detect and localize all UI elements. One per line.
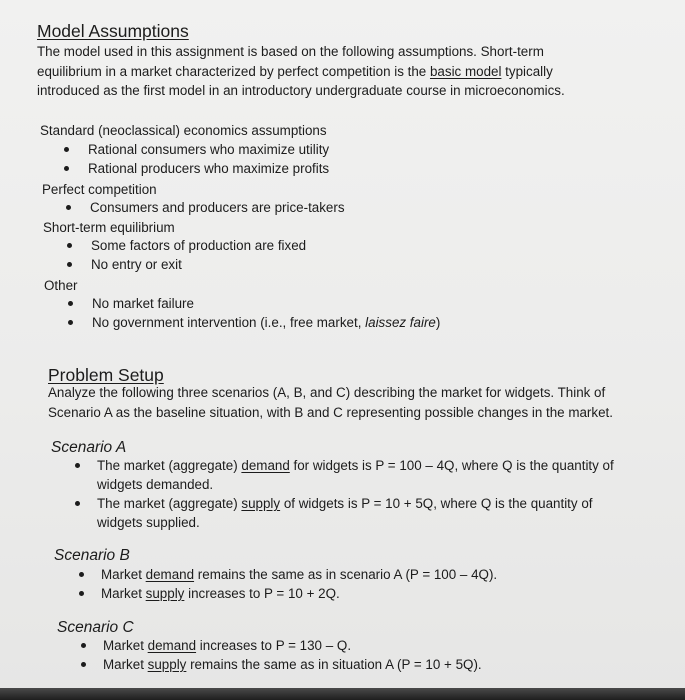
model-assumptions-intro <box>37 42 657 101</box>
list-item: Market demand increases to P = 130 – Q. <box>81 636 651 655</box>
category-short-term-list <box>67 236 306 274</box>
intro-line-3: introduced as the first model in an introductory undergraduate course in microeconomics. <box>37 83 565 98</box>
bullet-icon <box>68 301 73 306</box>
list-item: Market demand remains the same as in scenario A (P = 100 – 4Q). <box>79 565 649 584</box>
bullet-icon <box>79 572 84 577</box>
bottom-bezel <box>0 688 685 700</box>
category-standard-list <box>64 140 329 178</box>
basic-model-link-text: basic model <box>429 63 502 79</box>
list-item: Rational producers who maximize profits <box>64 159 329 178</box>
list-item: Some factors of production are fixed <box>67 236 306 255</box>
list-item: No entry or exit <box>67 255 306 274</box>
bullet-icon <box>64 147 69 152</box>
scenario-b-list <box>79 565 649 603</box>
intro-line-1: The model used in this assignment is based on the following assumptions. Short-term <box>37 44 544 59</box>
bullet-icon <box>66 205 71 210</box>
list-item: Rational consumers who maximize utility <box>64 140 329 159</box>
category-perfect-competition-list <box>66 198 345 217</box>
scenario-a-list <box>75 456 650 532</box>
list-item: Market supply increases to P = 10 + 2Q. <box>79 584 649 603</box>
problem-setup-title: Problem Setup <box>48 365 164 385</box>
category-short-term-label: Short-term equilibrium <box>43 220 175 235</box>
scenario-b-title: Scenario B <box>54 547 130 564</box>
list-item: Market supply remains the same as in situation A (P = 10 + 5Q). <box>81 655 651 674</box>
list-item: The market (aggregate) supply of widgets is P = 10 + 5Q, where Q is the quantity of widgets supplied. <box>75 494 650 532</box>
bullet-icon <box>67 243 72 248</box>
bullet-icon <box>81 662 86 667</box>
scenario-c-title: Scenario C <box>57 619 134 636</box>
bullet-icon <box>67 262 72 267</box>
category-perfect-competition-label: Perfect competition <box>42 182 157 197</box>
bullet-icon <box>75 463 80 468</box>
list-item: Consumers and producers are price-takers <box>66 198 345 217</box>
category-standard-label: Standard (neoclassical) economics assumptions <box>40 123 327 138</box>
list-item: The market (aggregate) demand for widgets is P = 100 – 4Q, where Q is the quantity of widgets demanded. <box>75 456 650 494</box>
setup-line-1: Analyze the following three scenarios (A, B, and C) describing the market for widgets. Think of <box>48 385 606 400</box>
bullet-icon <box>64 166 69 171</box>
bullet-icon <box>68 320 73 325</box>
problem-setup-intro <box>48 383 668 422</box>
list-item: No government intervention (i.e., free market, laissez faire) <box>68 313 440 332</box>
bullet-icon <box>79 591 84 596</box>
bullet-icon <box>75 501 80 506</box>
intro-line-2: equilibrium in a market characterized by perfect competition is the basic model typically <box>37 63 553 79</box>
model-assumptions-title: Model Assumptions <box>37 21 189 41</box>
category-other-list <box>68 294 440 332</box>
category-other-label: Other <box>44 278 78 293</box>
scenario-a-title: Scenario A <box>51 439 127 456</box>
bullet-icon <box>81 643 86 648</box>
setup-line-2: Scenario A as the baseline situation, with B and C representing possible changes in the market. <box>48 404 613 420</box>
scenario-c-list <box>81 636 651 674</box>
list-item: No market failure <box>68 294 440 313</box>
